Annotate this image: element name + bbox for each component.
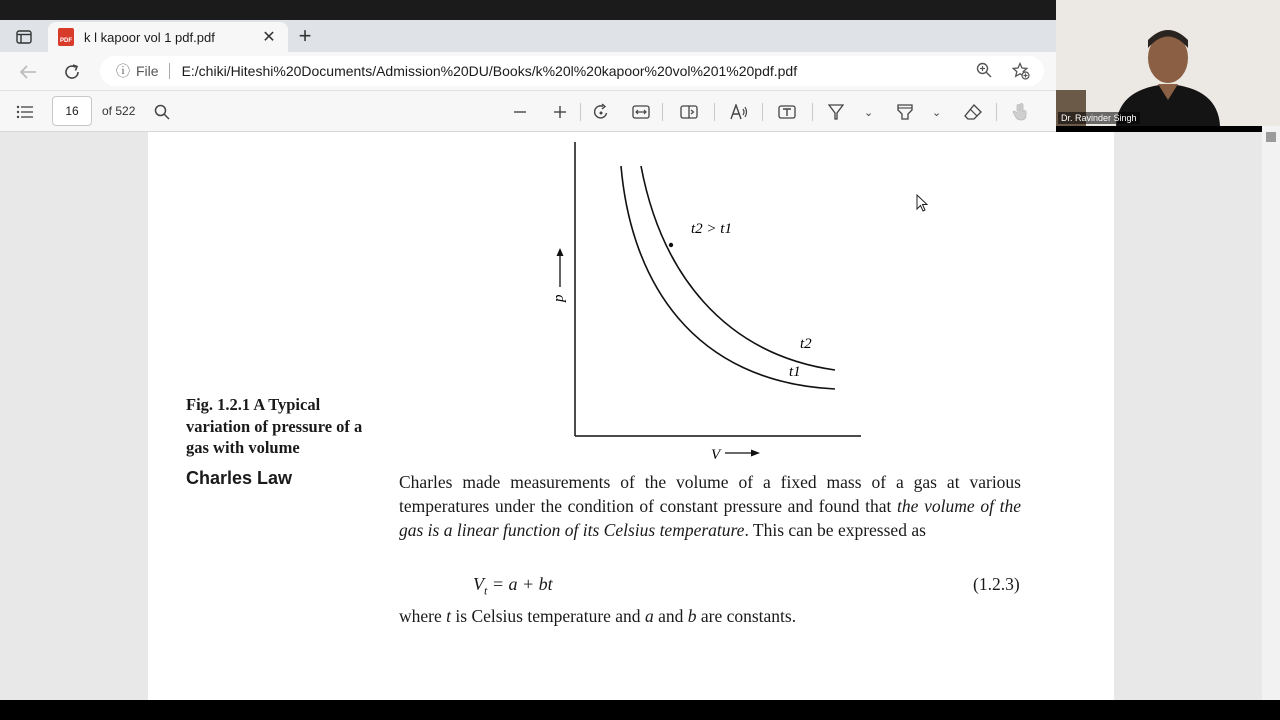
scrollbar-thumb[interactable] (1266, 132, 1276, 142)
new-tab-button[interactable]: + (298, 23, 312, 48)
equation-rhs: = a + bt (487, 574, 553, 594)
equation-subscript: t (484, 583, 488, 598)
page-number-input[interactable]: 16 (52, 96, 92, 126)
body-paragraph (399, 470, 1021, 542)
zoom-icon[interactable] (976, 62, 992, 82)
x-axis-label: V (711, 447, 721, 463)
where-text: and (653, 606, 688, 626)
zoom-in-icon[interactable] (552, 102, 568, 122)
add-text-icon[interactable] (778, 102, 796, 122)
where-sentence (399, 606, 796, 627)
pressure-volume-figure (543, 132, 873, 467)
caption-line: variation of pressure of a (186, 416, 363, 436)
refresh-icon (63, 63, 81, 81)
presenter-name-label: Dr. Ravinder Singh (1058, 112, 1140, 124)
add-favorite-icon[interactable] (1012, 62, 1030, 84)
tab-title: k l kapoor vol 1 pdf.pdf (84, 29, 215, 45)
mouse-cursor-icon (916, 194, 930, 214)
refresh-button[interactable] (60, 60, 84, 84)
back-arrow-icon (19, 64, 37, 80)
eraser-icon[interactable] (964, 102, 982, 122)
read-aloud-icon[interactable] (730, 102, 748, 122)
webcam-overlay (1056, 0, 1280, 126)
caption-line: Fig. 1.2.1 A Typical (186, 395, 321, 414)
toolbar-divider (714, 103, 715, 121)
v-arrow-head (751, 450, 760, 457)
fit-width-icon[interactable] (632, 102, 650, 122)
info-icon[interactable]: ⓘ (116, 63, 130, 79)
equation-lhs: V (473, 574, 484, 594)
highlight-icon[interactable] (896, 102, 914, 122)
p-arrow-head (557, 248, 564, 256)
toolbar-divider (762, 103, 763, 121)
highlight-options-chevron-icon[interactable]: ⌄ (932, 106, 942, 119)
where-text: are constants. (696, 606, 797, 626)
url-text: E:/chiki/Hiteshi%20Documents/Admission%20DU/Books/k%20l%20kapoor%20vol%201%20pdf.pdf (181, 63, 798, 79)
contents-list-icon[interactable] (16, 102, 34, 122)
figure-caption (186, 394, 396, 459)
toolbar-divider (812, 103, 813, 121)
url-scheme-label: File (136, 63, 159, 79)
caption-line: gas with volume (186, 438, 300, 457)
equation-number: (1.2.3) (973, 574, 1020, 594)
pdf-viewer (0, 132, 1280, 700)
page-view-icon[interactable] (680, 102, 698, 122)
tab-actions-button[interactable] (8, 26, 40, 48)
url-field[interactable] (100, 56, 1044, 86)
t2-label: t2 (800, 336, 812, 352)
close-tab-icon[interactable]: ✕ (262, 29, 276, 46)
toolbar-divider (996, 103, 997, 121)
page-total-label: of 522 (102, 104, 136, 118)
where-text: where (399, 606, 447, 626)
paragraph-text: . This can be expressed as (744, 520, 926, 540)
tab-actions-icon (16, 30, 32, 44)
equation (473, 574, 553, 599)
touch-writing-icon[interactable] (1012, 102, 1028, 122)
draw-options-chevron-icon[interactable]: ⌄ (864, 106, 874, 119)
toolbar-divider (662, 103, 663, 121)
where-var: t (446, 606, 452, 626)
paragraph-emphasis: the volume of the gas is a linear function of its Celsius temperature (399, 496, 1021, 540)
where-var: a (644, 606, 654, 626)
zoom-out-icon[interactable] (512, 102, 528, 122)
tab-pdf-document[interactable] (48, 22, 288, 52)
vertical-scrollbar[interactable] (1262, 124, 1280, 700)
y-axis-label: p (551, 294, 567, 302)
tab-strip (0, 20, 1056, 52)
where-var: b (687, 606, 697, 626)
t1-label: t1 (789, 364, 801, 380)
pdf-page (148, 132, 1114, 700)
address-bar (0, 52, 1056, 90)
condition-label: t2 > t1 (691, 221, 732, 237)
url-separator (169, 63, 170, 79)
presenter-video (1056, 0, 1280, 126)
where-text: is Celsius temperature and (451, 606, 645, 626)
toolbar-divider (580, 103, 581, 121)
pdf-file-icon: PDF (58, 28, 74, 46)
back-button[interactable] (16, 60, 40, 84)
paragraph-text: Charles made measurements of the volume of a fixed mass of a gas at various temperatures under the condition of constant pressure and found that (399, 472, 1021, 516)
isotherm-t1 (621, 166, 835, 389)
rotate-icon[interactable] (592, 102, 610, 122)
draw-icon[interactable] (828, 102, 844, 122)
curve-point (669, 243, 673, 247)
search-icon[interactable] (154, 102, 170, 122)
pdf-toolbar (0, 90, 1056, 132)
section-heading: Charles Law (186, 468, 293, 488)
screen-bottom-edge (0, 700, 1280, 720)
